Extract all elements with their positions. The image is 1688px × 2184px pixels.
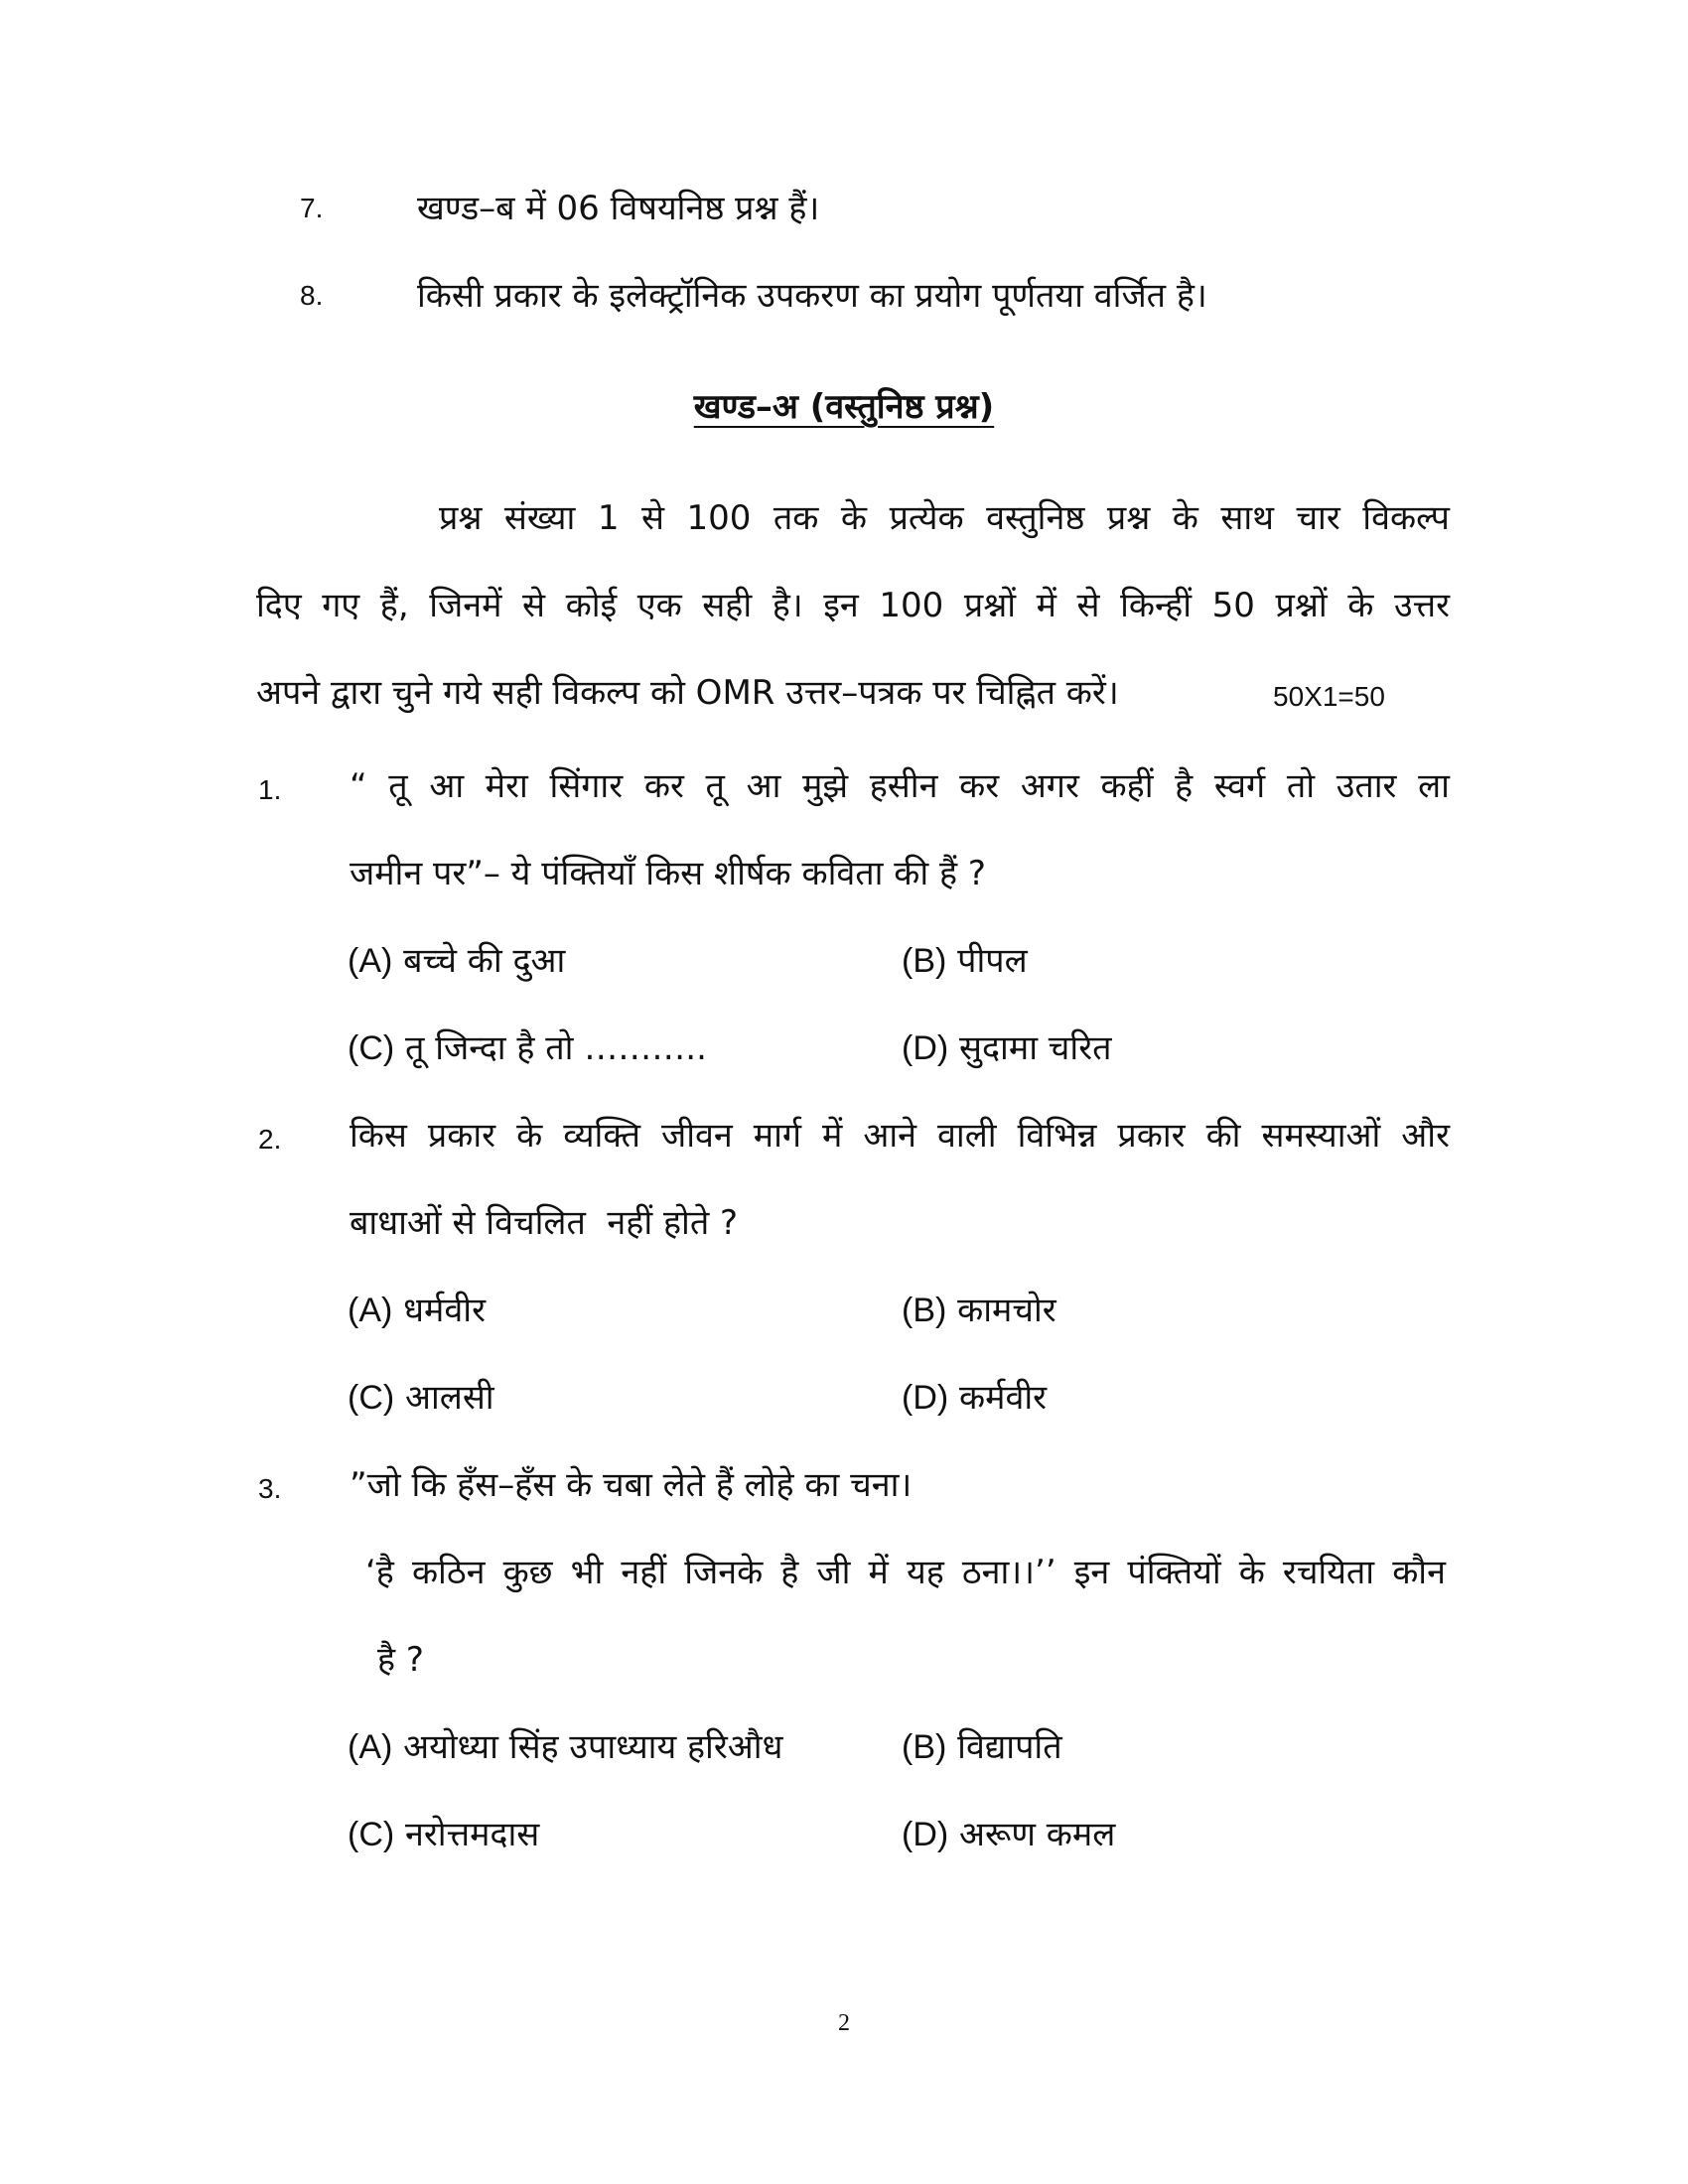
option-label: (C) [348,1029,395,1067]
question-text-line: जमीन पर”– ये पंक्तियाँ किस शीर्षक कविता की हैं ? [350,854,986,893]
option-label: (D) [902,1379,949,1417]
option-label: (A) [348,1728,393,1766]
instruction-number: 7. [300,193,324,223]
option-a [348,937,565,985]
option-c [348,1024,707,1072]
question-number: 3. [258,1473,282,1504]
option-text: कर्मवीर [959,1378,1048,1418]
option-text: कामचोर [957,1291,1056,1330]
instruction-text: किसी प्रकार के इलेक्ट्रॉनिक उपकरण का प्रयोग पूर्णतया वर्जित है। [417,276,1207,316]
question-number: 1. [258,774,282,805]
page-number: 2 [838,2010,850,2036]
option-d [902,1811,1115,1858]
option-label: (D) [902,1029,949,1067]
option-label: (D) [902,1816,949,1853]
option-b [902,937,1028,985]
option-label: (B) [902,942,947,980]
section-heading [0,383,1688,431]
option-label: (B) [902,1292,947,1329]
option-d [902,1024,1112,1072]
option-text: धर्मवीर [403,1291,486,1330]
option-c [348,1811,539,1858]
option-label: (C) [348,1379,395,1417]
question-text-line: ”जो कि हँस–हँस के चबा लेते हैं लोहे का चना। [350,1465,913,1505]
option-c [348,1374,494,1422]
intro-line: प्रश्न संख्या 1 से 100 तक के प्रत्येक वस्तुनिष्ठ प्रश्न के साथ चार विकल्प [439,498,1450,538]
option-text: तू जिन्दा है तो ……….. [405,1028,707,1068]
question-text-line: किस प्रकार के व्यक्ति जीवन मार्ग में आने वाली विभिन्न प्रकार की समस्याओं और [350,1116,1450,1156]
option-b [902,1723,1062,1771]
option-text: विद्यापति [957,1727,1062,1767]
option-a [348,1723,782,1771]
option-text: पीपल [957,941,1028,981]
section-heading-text: खण्ड–अ (वस्तुनिष्ठ प्रश्न) [693,387,995,427]
question-text-line: बाधाओं से विचलित नहीं होते ? [350,1203,739,1243]
option-text: नरोत्तमदास [405,1815,540,1854]
option-text: अरूण कमल [959,1815,1116,1854]
question-text-line: है ? [377,1640,424,1680]
option-text: आलसी [405,1378,494,1418]
instruction-text: खण्ड–ब में 06 विषयनिष्ठ प्रश्न हैं। [417,189,820,228]
marks-note: 50X1=50 [1273,681,1385,712]
question-text-line: ‘है कठिन कुछ भी नहीं जिनके है जी में यह ठना।।’’ इन पंक्तियों के रचयिता कौन [365,1553,1446,1592]
intro-line: दिए गए हैं, जिनमें से कोई एक सही है। इन 100 प्रश्नों में से किन्हीं 50 प्रश्नों के उत्तर [256,586,1450,625]
intro-line: अपने द्वारा चुने गये सही विकल्प को OMR उत्तर–पत्रक पर चिह्नित करें। [256,673,1119,713]
question-number: 2. [258,1124,282,1155]
option-label: (A) [348,942,393,980]
question-text-line: “ तू आ मेरा सिंगार कर तू आ मुझे हसीन कर अगर कहीं है स्वर्ग तो उतार ला [350,766,1450,806]
option-b [902,1287,1056,1334]
option-text: सुदामा चरित [959,1028,1112,1068]
option-label: (B) [902,1728,947,1766]
option-label: (C) [348,1816,395,1853]
option-d [902,1374,1047,1422]
option-text: अयोध्या सिंह उपाध्याय हरिऔध [403,1727,783,1767]
option-a [348,1287,486,1334]
option-label: (A) [348,1292,393,1329]
instruction-number: 8. [300,280,324,311]
option-text: बच्चे की दुआ [403,941,566,981]
